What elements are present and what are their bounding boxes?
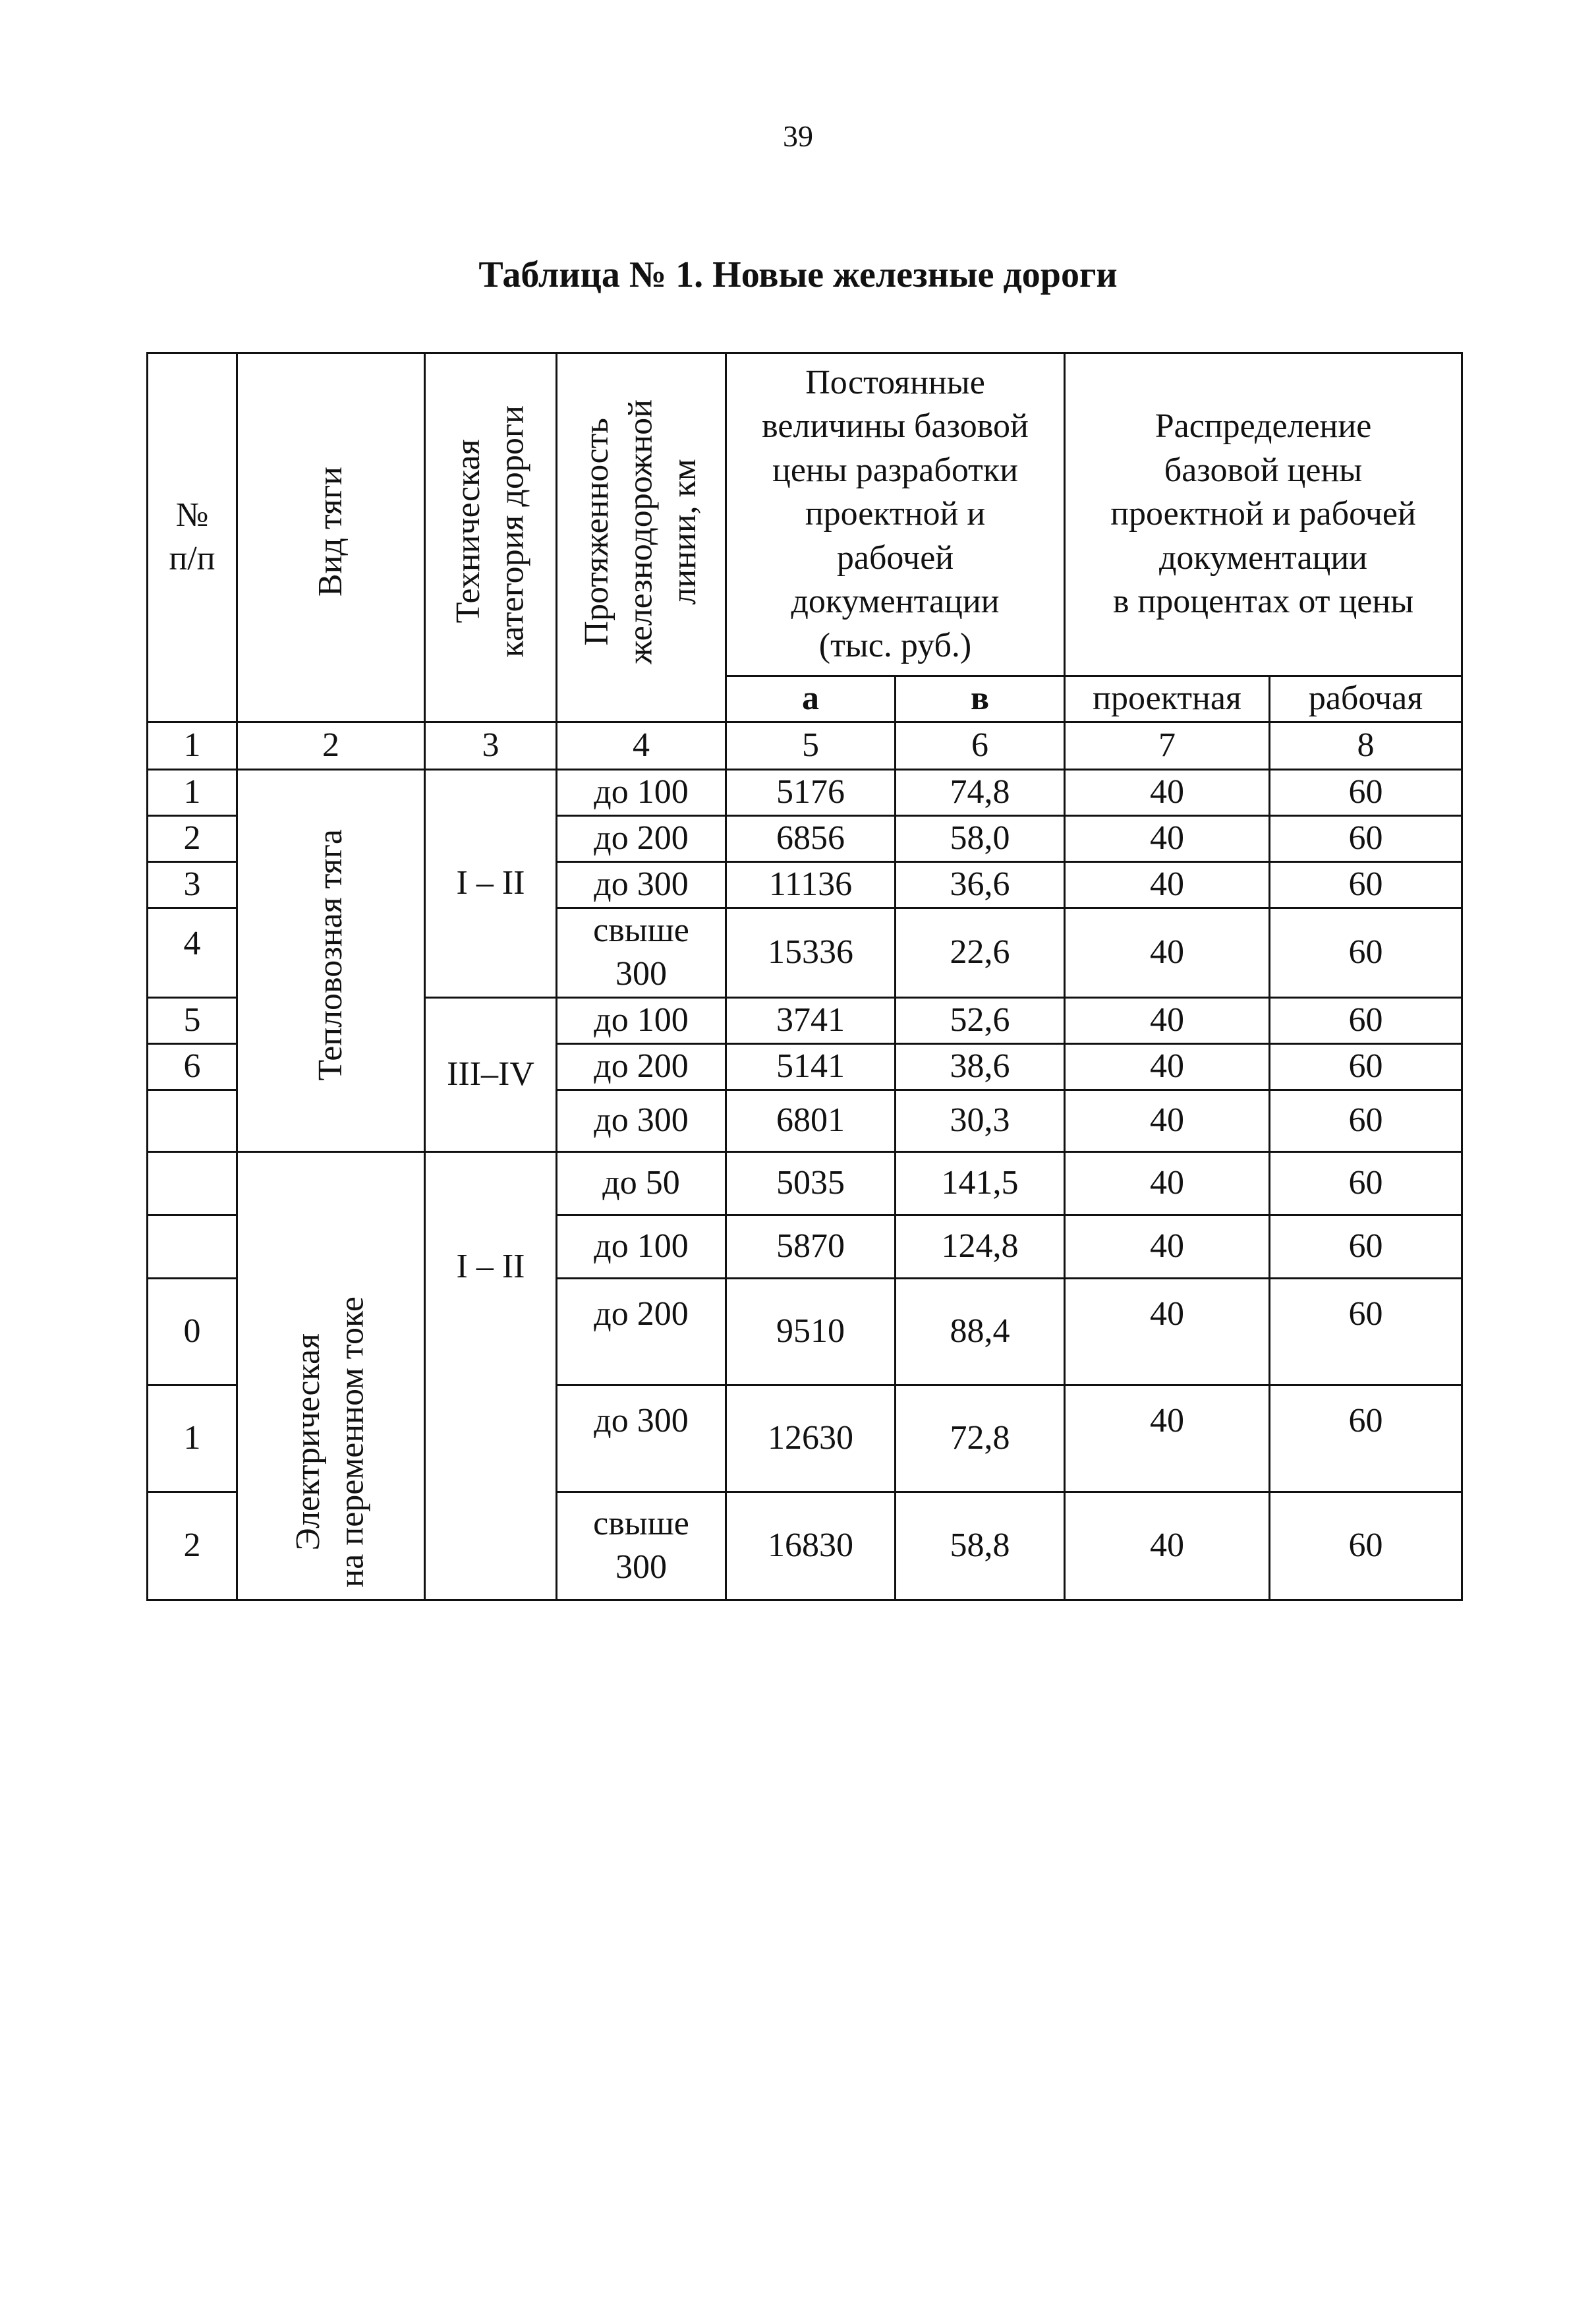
work-percent-cell: 60 [1270, 815, 1462, 861]
value-b-cell: 36,6 [896, 861, 1065, 908]
value-b-cell: 22,6 [896, 908, 1065, 997]
traction-cell: Электрическая на переменном токе [237, 1151, 425, 1600]
column-number: 1 [148, 722, 237, 769]
value-a-cell: 6856 [726, 815, 896, 861]
column-number: 6 [896, 722, 1065, 769]
work-percent-cell: 60 [1270, 1090, 1462, 1151]
value-b-cell: 58,0 [896, 815, 1065, 861]
row-num: 3 [148, 861, 237, 908]
length-cell: до 200 [557, 815, 726, 861]
work-percent-cell: 60 [1270, 1215, 1462, 1278]
table-title: Таблица № 1. Новые железные дороги [478, 254, 1118, 295]
column-number: 7 [1065, 722, 1270, 769]
column-numbers-row [148, 722, 1462, 769]
design-percent-cell: 40 [1065, 815, 1270, 861]
length-cell: свыше 300 [557, 1492, 726, 1600]
header-category: Техническая категория дороги [425, 353, 557, 722]
value-b-cell: 141,5 [896, 1151, 1065, 1215]
work-percent-cell: 60 [1270, 1492, 1462, 1600]
value-b-cell: 124,8 [896, 1215, 1065, 1278]
work-percent-cell: 60 [1270, 861, 1462, 908]
header-traction: Вид тяги [237, 353, 425, 722]
value-b-cell: 52,6 [896, 997, 1065, 1043]
column-number: 2 [237, 722, 425, 769]
work-percent-cell: 60 [1270, 1385, 1462, 1492]
value-b-cell: 30,3 [896, 1090, 1065, 1151]
value-a-cell: 3741 [726, 997, 896, 1043]
row-num: 2 [148, 1492, 237, 1600]
value-a-cell: 5870 [726, 1215, 896, 1278]
value-a-cell: 5035 [726, 1151, 896, 1215]
value-b-cell: 58,8 [896, 1492, 1065, 1600]
work-percent-cell: 60 [1270, 769, 1462, 815]
design-percent-cell: 40 [1065, 1492, 1270, 1600]
table-row [148, 1151, 1462, 1215]
header-num: № п/п [148, 353, 237, 722]
value-a-cell: 6801 [726, 1090, 896, 1151]
value-a-cell: 9510 [726, 1278, 896, 1385]
header-length: Протяженность железнодорожной линии, км [557, 353, 726, 722]
value-a-cell: 11136 [726, 861, 896, 908]
category-cell: III–IV [425, 997, 557, 1151]
length-cell: до 100 [557, 1215, 726, 1278]
row-num: 1 [148, 769, 237, 815]
design-percent-cell: 40 [1065, 1043, 1270, 1090]
design-percent-cell: 40 [1065, 908, 1270, 997]
row-num: 1 [148, 1385, 237, 1492]
length-cell: до 300 [557, 861, 726, 908]
header-distribution: Распределение базовой цены проектной и рабочей документации в процентах от цены [1065, 353, 1462, 676]
header-a: а [726, 676, 896, 722]
value-a-cell: 5176 [726, 769, 896, 815]
length-cell: свыше 300 [557, 908, 726, 997]
header-const-values: Постоянные величины базовой цены разработки проектной и рабочей документации (тыс. руб.) [726, 353, 1065, 676]
row-num: 4 [148, 908, 237, 997]
work-percent-cell: 60 [1270, 1151, 1462, 1215]
column-number: 3 [425, 722, 557, 769]
row-num: 0 [148, 1278, 237, 1385]
row-num: 6 [148, 1043, 237, 1090]
length-cell: до 300 [557, 1385, 726, 1492]
work-percent-cell: 60 [1270, 908, 1462, 997]
category-cell: I – II [425, 769, 557, 997]
row-num [148, 1151, 237, 1215]
length-cell: до 300 [557, 1090, 726, 1151]
column-number: 8 [1270, 722, 1462, 769]
value-b-cell: 38,6 [896, 1043, 1065, 1090]
length-cell: до 100 [557, 997, 726, 1043]
category-cell: I – II [425, 1151, 557, 1600]
length-cell: до 100 [557, 769, 726, 815]
value-b-cell: 72,8 [896, 1385, 1065, 1492]
design-percent-cell: 40 [1065, 769, 1270, 815]
page-number: 39 [783, 119, 813, 153]
length-cell: до 200 [557, 1043, 726, 1090]
design-percent-cell: 40 [1065, 1385, 1270, 1492]
work-percent-cell: 60 [1270, 1278, 1462, 1385]
column-number: 4 [557, 722, 726, 769]
value-a-cell: 5141 [726, 1043, 896, 1090]
value-a-cell: 15336 [726, 908, 896, 997]
column-number: 5 [726, 722, 896, 769]
value-b-cell: 88,4 [896, 1278, 1065, 1385]
design-percent-cell: 40 [1065, 1278, 1270, 1385]
header-design: проектная [1065, 676, 1270, 722]
length-cell: до 200 [557, 1278, 726, 1385]
row-num: 2 [148, 815, 237, 861]
traction-cell: Тепловозная тяга [237, 769, 425, 1151]
work-percent-cell: 60 [1270, 997, 1462, 1043]
design-percent-cell: 40 [1065, 1090, 1270, 1151]
header-b: в [896, 676, 1065, 722]
length-cell: до 50 [557, 1151, 726, 1215]
value-b-cell: 74,8 [896, 769, 1065, 815]
railways-table [146, 352, 1463, 1601]
work-percent-cell: 60 [1270, 1043, 1462, 1090]
header-work: рабочая [1270, 676, 1462, 722]
design-percent-cell: 40 [1065, 1151, 1270, 1215]
design-percent-cell: 40 [1065, 1215, 1270, 1278]
table-row [148, 769, 1462, 815]
design-percent-cell: 40 [1065, 997, 1270, 1043]
value-a-cell: 12630 [726, 1385, 896, 1492]
row-num [148, 1090, 237, 1151]
row-num [148, 1215, 237, 1278]
design-percent-cell: 40 [1065, 861, 1270, 908]
value-a-cell: 16830 [726, 1492, 896, 1600]
row-num: 5 [148, 997, 237, 1043]
